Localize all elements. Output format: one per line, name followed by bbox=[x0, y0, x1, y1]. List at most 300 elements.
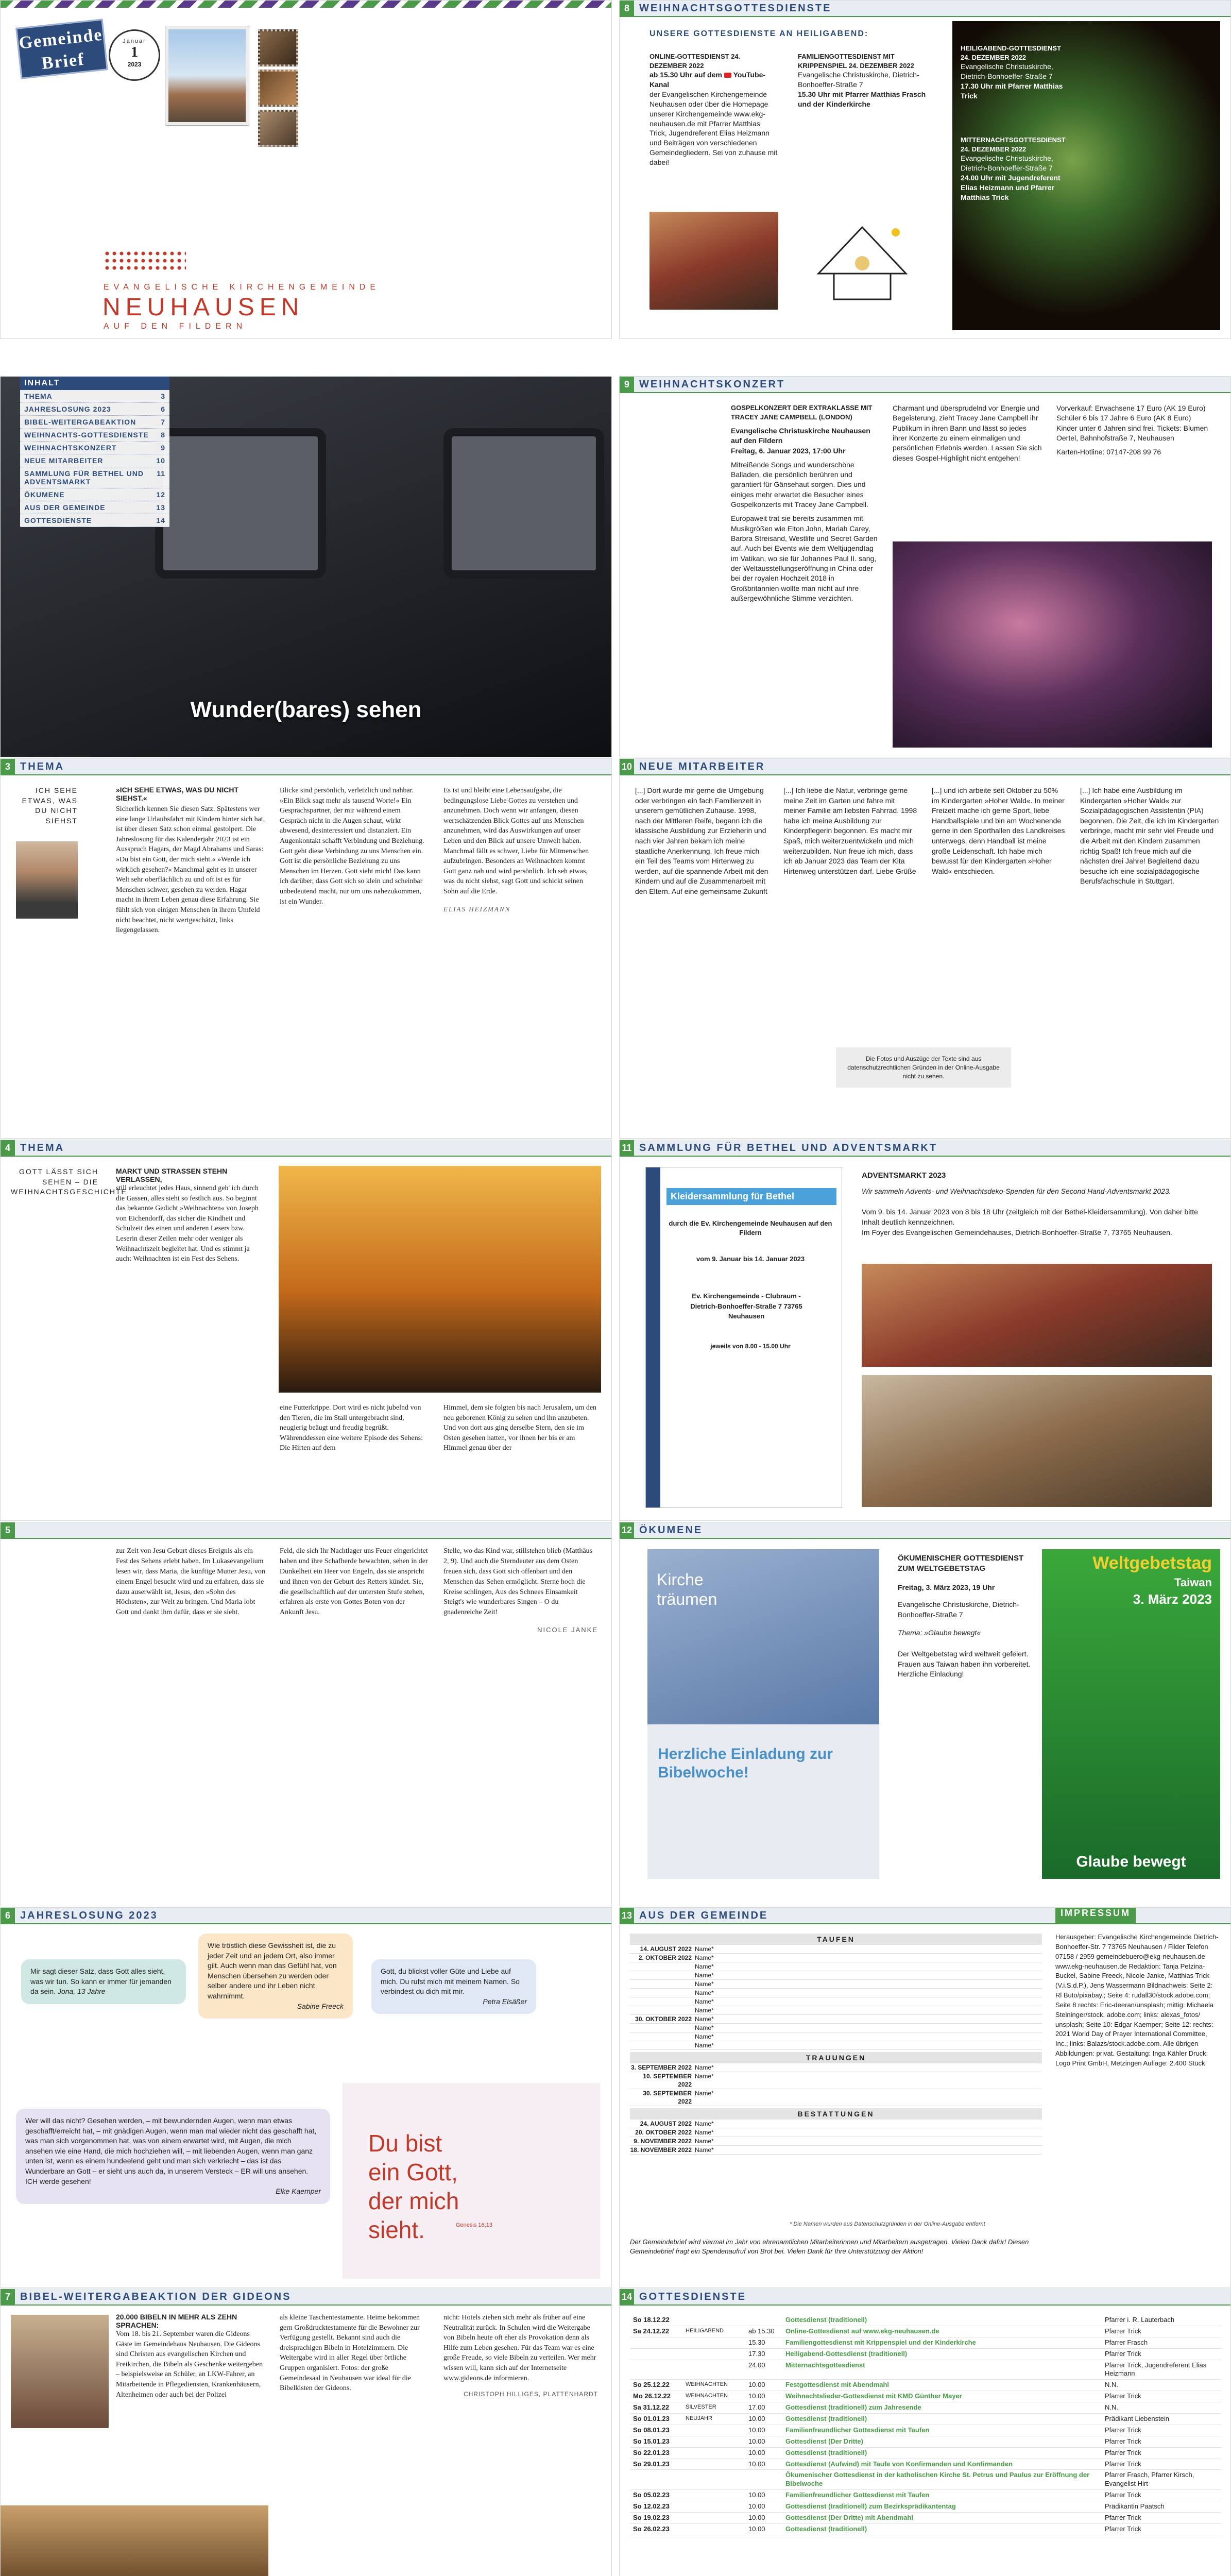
window-right bbox=[443, 428, 604, 579]
service-main-time: 17.30 Uhr mit Pfarrer Matthias Trick bbox=[961, 81, 1063, 100]
page-title: WEIHNACHTSGOTTESDIENSTE bbox=[639, 2, 832, 14]
service-date: So 22.01.23 bbox=[630, 2447, 682, 2459]
service-row bbox=[630, 2337, 1221, 2348]
service-person: Pfarrer Trick bbox=[1102, 2425, 1221, 2436]
quote-author-3: Petra Elsäßer bbox=[483, 1997, 527, 2006]
registry bbox=[630, 1931, 1042, 2155]
adv-text-1: Wir sammeln Advents- und Weihnachtsdeko-Spenden für den Second Hand-Adventsmarkt 2023. bbox=[862, 1187, 1171, 1195]
brand-word-2: Brief bbox=[41, 49, 86, 74]
service-time: 10.00 bbox=[745, 2391, 782, 2402]
service-person: Pfarrer Trick bbox=[1102, 2523, 1221, 2535]
page-5 bbox=[0, 1522, 612, 1906]
toc-panel bbox=[20, 377, 169, 527]
service-row bbox=[630, 2360, 1221, 2380]
flyer-dates: vom 9. Januar bis 14. Januar 2023 bbox=[696, 1255, 805, 1263]
service-time: 24.00 bbox=[745, 2360, 782, 2380]
registry-name: Name* bbox=[695, 2146, 714, 2154]
page-8 bbox=[619, 0, 1231, 339]
service-person: Pfarrer Trick bbox=[1102, 2391, 1221, 2402]
toc-item-page: 12 bbox=[156, 490, 165, 499]
service-person: Pfarrer Trick bbox=[1102, 2326, 1221, 2337]
registry-name: Name* bbox=[695, 1980, 714, 1988]
registry-date: 30. SEPTEMBER 2022 bbox=[643, 2090, 692, 2105]
service-date: Sa 31.12.22 bbox=[630, 2402, 682, 2414]
article-col-3 bbox=[443, 1546, 598, 1634]
stamp-1 bbox=[258, 29, 298, 66]
service-event: Online-Gottesdienst auf www.ekg-neuhausen.de bbox=[782, 2326, 1102, 2337]
toc-item[interactable] bbox=[20, 514, 169, 527]
service-person: Prädikantin Paatsch bbox=[1102, 2501, 1221, 2513]
toc-item[interactable] bbox=[20, 501, 169, 514]
registry-date bbox=[630, 1997, 695, 2006]
toc-list bbox=[20, 390, 169, 527]
staff-col-3: [...] und ich arbeite seit Oktober zu 50% im Kindergarten »Hoher Wald«. In meiner Freizeit mache ich gerne Sport, liebe Handballspiele und bin am Wochenende gerne in den Sporthallen des Landkreises unterwegs, denn Handball ist meine große Leidenschaft. Ich habe mich bewusst für den Kindergarten »Hoher Wald« entschieden. bbox=[932, 786, 1065, 875]
service-row bbox=[630, 2501, 1221, 2513]
article-text-2: Blicke sind persönlich, verletzlich und nahbar. »Ein Blick sagt mehr als tausend Worte!« Ein Gesprächspartner, der mir während einem Gespräch nicht in die Augen schaut, wirkt abwesend, desinteressiert und distanziert. Ein Augenkontakt schafft Verbindung und Beziehung. Gott geht diese Verbindung zu uns Menschen ein. Gott ist die persönliche Beziehung zu uns Menschen im Herzen. Gott sieht mich! Das kann ich darüber, dass Gott sich so klein und scheinbar unbedeutend macht, nur um uns nahezukommen, ist ein Wunder. bbox=[280, 787, 424, 906]
article-text-1: Sicherlich kennen Sie diesen Satz. Spätestens wer eine lange Urlaubsfahrt mit Kindern hinter sich hat, ist über diesen Satz schon einmal gestolpert. Die Jahreslosung für das Kalenderjahr 2023 ist ein Ausspruch Hagars, der Magd Abrahams und Saras: »Du bist ein Gott, der mich sieht.« »Werde ich wirklich gesehen?« Manchmal geht es in unserer Welt sehr oberflächlich zu und oft ist es für Menschen schwer, gesehen zu werden. Hagar macht in ihrem Leben genau diese Erfahrung. Sie fühlt sich von einigen Menschen in ihrem Umfeld nicht beachtet, nicht wertgeschätzt, links liegengelassen. bbox=[116, 805, 265, 935]
registry-name: Name* bbox=[695, 2064, 714, 2071]
flyer-sub: durch die Ev. Kirchengemeinde Neuhausen auf den Fildern bbox=[669, 1219, 832, 1237]
registry-name: Name* bbox=[695, 2120, 714, 2127]
registry-row bbox=[630, 1980, 1042, 1989]
service-date: So 15.01.23 bbox=[630, 2436, 682, 2447]
service-occasion: HEILIGABEND bbox=[682, 2326, 745, 2337]
registry-row bbox=[630, 2063, 1042, 2072]
page-title: NEUE MITARBEITER bbox=[639, 760, 765, 772]
intro: UNSERE GOTTESDIENSTE AN HEILIGABEND: bbox=[649, 29, 869, 38]
service-row bbox=[630, 2414, 1221, 2425]
registry-row bbox=[630, 2072, 1042, 2089]
registry-date: 2. OKTOBER 2022 bbox=[638, 1954, 692, 1961]
registry-date bbox=[630, 2032, 695, 2041]
service-event: Mitternachtsgottesdienst bbox=[782, 2360, 1102, 2380]
service-table bbox=[630, 2315, 1221, 2535]
service-person: Pfarrer i. R. Lauterbach bbox=[1102, 2315, 1221, 2326]
bibelwoche-poster bbox=[647, 1549, 879, 1879]
registry-row bbox=[630, 1954, 1042, 1962]
registry-date bbox=[630, 1962, 695, 1971]
wise-men-photo bbox=[279, 1166, 601, 1393]
registry-date: 9. NOVEMBER 2022 bbox=[634, 2138, 692, 2145]
service-occasion: SILVESTER bbox=[682, 2402, 745, 2414]
service-date: So 18.12.22 bbox=[630, 2315, 682, 2326]
toc-item-label: SAMMLUNG FÜR BETHEL UND ADVENTSMARKT bbox=[24, 469, 144, 486]
registry-date: 24. AUGUST 2022 bbox=[640, 2120, 692, 2127]
service-midnight-time: 24.00 Uhr mit Jugendreferent Elias Heizmann und Pfarrer Matthias Trick bbox=[961, 173, 1061, 201]
service-date: Sa 24.12.22 bbox=[630, 2326, 682, 2337]
registry-name: Name* bbox=[695, 2007, 714, 2014]
nativity-drawing bbox=[798, 212, 927, 310]
toc-item-page: 8 bbox=[161, 431, 165, 439]
impressum-title: IMPRESSUM bbox=[1055, 1908, 1136, 1923]
registry-date bbox=[630, 1971, 695, 1979]
okum-date: Freitag, 3. März 2023, 19 Uhr bbox=[898, 1583, 995, 1591]
service-midnight-text: Evangelische Christuskirche, Dietrich-Bonhoeffer-Straße 7 bbox=[961, 154, 1053, 172]
page-3 bbox=[0, 758, 612, 1139]
toc-item-page: 11 bbox=[157, 469, 165, 478]
registry-row bbox=[630, 1945, 1042, 1954]
service-time: 10.00 bbox=[745, 2425, 782, 2436]
service-person: Prädikant Liebenstein bbox=[1102, 2414, 1221, 2425]
toc-item-page: 9 bbox=[161, 444, 165, 452]
service-event: Familiengottesdienst mit Krippenspiel und der Kinderkirche bbox=[782, 2337, 1102, 2348]
service-row bbox=[630, 2436, 1221, 2447]
page-4 bbox=[0, 1140, 612, 1521]
service-event: Gottesdienst (traditionell) zum Jahresende bbox=[782, 2402, 1102, 2414]
page-title: GOTTESDIENSTE bbox=[639, 2291, 746, 2302]
page-number: 7 bbox=[1, 2289, 15, 2304]
page-number: 4 bbox=[1, 1140, 15, 1156]
flyer-time: jeweils von 8.00 - 15.00 Uhr bbox=[710, 1343, 791, 1350]
registry-date bbox=[630, 2041, 695, 2049]
article-text-3: nicht: Hotels ziehen sich mehr als früher auf eine Neutralität zurück. In Schulen wird die Weitergabe von Bibeln heute oft eher als Provokation denn als Hilfe zum Leben gesehen. Für das Team war es eine große Freude, so viele Bibeln zu verteilen. Wer mehr wissen will, kann sich auf der Internetseite www.gideons.de informieren. bbox=[443, 2314, 596, 2382]
service-row bbox=[630, 2513, 1221, 2524]
service-occasion bbox=[682, 2337, 745, 2348]
postmark-year: 2023 bbox=[127, 61, 142, 68]
quote-text-3: Gott, du blickst voller Güte und Liebe auf mich. Du rufst mich mit meinem Namen. So verbindest du dich mit mir. bbox=[381, 1967, 520, 1996]
article-lead: MARKT UND STRASSEN STEHN VERLASSEN, bbox=[116, 1167, 228, 1183]
service-family-head: FAMILIENGOTTESDIENST MIT KRIPPENSPIEL 24. DEZEMBER 2022 bbox=[798, 53, 914, 70]
service-online-time: ab 15.30 Uhr auf dem bbox=[649, 71, 722, 79]
registry-name: Name* bbox=[695, 2129, 714, 2136]
registry-name: Name* bbox=[695, 2024, 714, 2031]
registry-name: Name* bbox=[695, 1989, 714, 1996]
service-row bbox=[630, 2425, 1221, 2436]
toc-item[interactable] bbox=[20, 429, 169, 442]
page-title: ÖKUMENE bbox=[639, 1524, 703, 1536]
adv-heading: ADVENTSMARKT 2023 bbox=[862, 1171, 946, 1180]
service-event: Gottesdienst (traditionell) bbox=[782, 2447, 1102, 2459]
town-name: NEUHAUSEN bbox=[102, 294, 304, 321]
service-date: Mo 26.12.22 bbox=[630, 2391, 682, 2402]
service-date: So 26.02.23 bbox=[630, 2523, 682, 2535]
toc-title: INHALT bbox=[20, 377, 169, 390]
page-header bbox=[1, 759, 611, 775]
service-date: So 25.12.22 bbox=[630, 2380, 682, 2391]
side-heading: GOTT LÄSST SICH SEHEN – DIE WEIHNACHTSGESCHICHTE bbox=[11, 1167, 127, 1196]
poster-title: Kirche träumen bbox=[657, 1570, 717, 1609]
quote-text-2: Wie tröstlich diese Gewissheit ist, die zu jeder Zeit und an jedem Ort, also immer gilt. Auch wenn man das Gefühl hat, von Menschen übersehen zu werden oder selber andere und ihr Leben nicht wahrnimmt. bbox=[208, 1941, 337, 2000]
service-occasion bbox=[682, 2447, 745, 2459]
registry-name: Name* bbox=[695, 1963, 714, 1970]
service-occasion: NEUJAHR bbox=[682, 2414, 745, 2425]
service-time: 10.00 bbox=[745, 2501, 782, 2513]
staff-col-1: [...] Dort wurde mir gerne die Umgebung oder verbringen ein fach Familienzeit in unserem gemütlichen Zuhause. 1998, nach der Mittleren Reife, begann ich die klassische Ausbildung zur Erzieherin und nach vier Jahren bekam ich meine staatliche Anerkennung. Ich freue mich ein Teil des Teams vom Hirtenweg zu werden, auf die spannende Arbeit mit den Kindern und auf die Zusammenarbeit mit den Eltern. Auf eine gemeinsame Zukunft bbox=[635, 786, 768, 895]
service-person: Pfarrer Trick bbox=[1102, 2447, 1221, 2459]
bible-photo-2 bbox=[1, 2505, 268, 2576]
signature: CHRISTOPH HILLIGES, PLATTENHARDT bbox=[464, 2391, 598, 2398]
service-time bbox=[745, 2470, 782, 2490]
page-2 bbox=[0, 376, 612, 757]
quote-text-1: Mir sagt dieser Satz, dass Gott alles sieht, was wir tun. So kann er immer für jemanden da sein. bbox=[30, 1967, 172, 1996]
cover-title: Wunder(bares) sehen bbox=[190, 697, 422, 722]
flyer-address: Ev. Kirchengemeinde - Clubraum - Dietrich-Bonhoeffer-Straße 7 73765 Neuhausen bbox=[690, 1292, 802, 1320]
photo-online bbox=[649, 212, 778, 310]
registry-date: 3. SEPTEMBER 2022 bbox=[630, 2064, 692, 2071]
verse-line-2: ein Gott, bbox=[368, 2159, 458, 2185]
signature: NICOLE JANKE bbox=[537, 1626, 598, 1634]
service-event: Gottesdienst (traditionell) zum Bezirksprädikantentag bbox=[782, 2501, 1102, 2513]
okum-address: Evangelische Christuskirche, Dietrich-Bonhoeffer-Straße 7 bbox=[898, 1600, 1019, 1619]
service-main-text: Evangelische Christuskirche, Dietrich-Bonhoeffer-Straße 7 bbox=[961, 62, 1053, 80]
adv-photo-1 bbox=[862, 1264, 1212, 1367]
toc-item[interactable] bbox=[20, 467, 169, 488]
service-person: Pfarrer Trick bbox=[1102, 2436, 1221, 2447]
page-number: 3 bbox=[1, 759, 15, 774]
service-event: Ökumenischer Gottesdienst in der katholischen Kirche St. Petrus und Paulus zur Eröffnung der Bibelwoche bbox=[782, 2470, 1102, 2490]
service-time: 10.00 bbox=[745, 2513, 782, 2524]
service-occasion bbox=[682, 2360, 745, 2380]
toc-item-page: 14 bbox=[156, 516, 165, 524]
service-row bbox=[630, 2402, 1221, 2414]
registry-date: 14. AUGUST 2022 bbox=[640, 1945, 692, 1953]
postmark-number: 1 bbox=[131, 44, 138, 60]
top-stripe bbox=[1, 1, 611, 8]
registry-row bbox=[630, 2120, 1042, 2128]
service-occasion bbox=[682, 2315, 745, 2326]
page-11 bbox=[619, 1140, 1231, 1521]
page-12 bbox=[619, 1522, 1231, 1906]
service-row bbox=[630, 2490, 1221, 2501]
service-occasion bbox=[682, 2490, 745, 2501]
article-text-1: still erleuchtet jedes Haus, sinnend geh' ich durch die Gassen, alles sieht so festlich aus. So beginnt das bekannte Gedicht »Weihnachten« von Joseph von Eichendorff, das sicher die Kindheit und Schulzeit des einen und anderen Lesers bzw. Leserin dieser Zeilen mehr oder weniger als Weihnachtszeit begleitet hat. Und es stimmt ja auch: Weihnachten ist ein Fest des Sehens. bbox=[116, 1184, 259, 1263]
quote-bubble-3 bbox=[371, 1959, 536, 2014]
page-14 bbox=[619, 2289, 1231, 2576]
thanks-text: Der Gemeindebrief wird viermal im Jahr von ehrenamtlichen Mitarbeiterinnen und Mitarbeitern ausgetragen. Vielen Dank dafür! Diesen Gemeindebrief fragt ein Spendenaufruf von Brot bei. Vielen Dank für Ihre Unterstützung der Aktion! bbox=[630, 2238, 1029, 2256]
service-person: N.N. bbox=[1102, 2402, 1221, 2414]
service-person: Pfarrer Frasch, Pfarrer Kirsch, Evangelist Hirt bbox=[1102, 2470, 1221, 2490]
service-date: So 05.02.23 bbox=[630, 2490, 682, 2501]
page-title: AUS DER GEMEINDE bbox=[639, 1909, 768, 1921]
article-col-2: Feld, die sich Ihr Nachtlager uns Feuer eingerichtet haben und ihre Schafherde bewachten, sehen in der Dunkelheit ein Heer von Engeln, das sie anspricht und ihnen von der Geburt des Retters kündet. Sie, die gesellschaftlich auf der untersten Stufe stehen, erfahren als erste von Gottes Boten von der Ankunft Jesu. bbox=[280, 1547, 428, 1617]
registry-heading: BESTATTUNGEN bbox=[630, 2108, 1042, 2120]
toc-item[interactable] bbox=[20, 454, 169, 467]
page-number: 8 bbox=[620, 1, 634, 16]
singer-photo bbox=[893, 541, 1212, 748]
quote-author-1: Jona, 13 Jahre bbox=[57, 1987, 106, 1996]
verse-line-4: sieht. bbox=[368, 2216, 425, 2243]
toc-item-page: 13 bbox=[156, 503, 165, 512]
service-row bbox=[630, 2523, 1221, 2535]
service-row bbox=[630, 2470, 1221, 2490]
registry-name: Name* bbox=[695, 2138, 714, 2145]
service-occasion bbox=[682, 2436, 745, 2447]
registry-name: Name* bbox=[695, 1954, 714, 1961]
service-person: N.N. bbox=[1102, 2380, 1221, 2391]
staff-col-2: [...] Ich liebe die Natur, verbringe gerne meine Zeit im Garten und fahre mit meiner Familie am liebsten Fahrrad. 1998 habe ich meine Ausbildung zur Kinderpflegerin begonnen. Es macht mir Spaß, mich weiterzuentwickeln und mich weiterzubilden. Nun freue ich mich, dass ich ab Januar 2023 das Team der Kita Hirtenweg unterstützen darf. Liebe Grüße bbox=[783, 786, 917, 875]
service-time: 10.00 bbox=[745, 2414, 782, 2425]
okum-heading: ÖKUMENISCHER GOTTESDIENST ZUM WELTGEBETSTAG bbox=[898, 1554, 1024, 1573]
article-col-1 bbox=[116, 2313, 265, 2400]
toc-item[interactable] bbox=[20, 488, 169, 501]
service-row bbox=[630, 2380, 1221, 2391]
service-event: Gottesdienst (traditionell) bbox=[782, 2523, 1102, 2535]
article-lead: 20.000 BIBELN IN MEHR ALS ZEHN SPRACHEN: bbox=[116, 2313, 237, 2329]
brand-word-1: Gemeinde bbox=[18, 25, 104, 53]
page-number: 13 bbox=[620, 1908, 634, 1923]
service-person: Pfarrer Frasch bbox=[1102, 2337, 1221, 2348]
logo-dots bbox=[104, 250, 186, 270]
toc-item-label: THEMA bbox=[24, 392, 53, 400]
toc-item-label: NEUE MITARBEITER bbox=[24, 456, 104, 465]
service-occasion bbox=[682, 2470, 745, 2490]
article-lead: »ICH SEHE ETWAS, WAS DU NICHT SIEHST.« bbox=[116, 786, 239, 802]
toc-item[interactable] bbox=[20, 390, 169, 403]
service-time: 10.00 bbox=[745, 2459, 782, 2470]
service-midnight-head: MITTERNACHTSGOTTESDIENST 24. DEZEMBER 2022 bbox=[961, 136, 1066, 153]
wgt-footer: Glaube bewegt bbox=[1076, 1853, 1186, 1870]
service-event: Heiligabend-Gottesdienst (traditionell) bbox=[782, 2348, 1102, 2360]
article-col-3: Himmel, dem sie folgten bis nach Jerusalem, um den neu geborenen König zu sehen und ihn anzubeten. Und von dort aus ging derselbe Stern, den sie im Osten gesehen hatten, vor ihnen her bis er am Himmel genau über der bbox=[443, 1404, 597, 1452]
service-time: 17.30 bbox=[745, 2348, 782, 2360]
registry-date: 20. OKTOBER 2022 bbox=[635, 2129, 692, 2136]
toc-item-label: WEIHNACHTS-GOTTESDIENSTE bbox=[24, 431, 149, 439]
toc-item-label: WEIHNACHTSKONZERT bbox=[24, 444, 117, 452]
toc-item-page: 7 bbox=[161, 418, 165, 426]
article-col-1 bbox=[116, 1167, 265, 1264]
service-time: 10.00 bbox=[745, 2490, 782, 2501]
article-col-2: als kleine Taschentestamente. Heime bekommen gern Großdrucktestamente für die Bewohner zur Verfügung gestellt. Bekannt sind auch die dreisprachigen Bibeln in Hotelzimmern. Die Weitergabe wird in aller Regel über örtliche Gruppen organisiert. Fotos: der große Gemeindesaal in Neuhausen war ideal für die Bibelkisten der Gideons. bbox=[280, 2314, 420, 2393]
registry-name: Name* bbox=[695, 2015, 714, 2023]
service-online bbox=[649, 52, 778, 167]
service-family-text: Evangelische Christuskirche, Dietrich-Bonhoeffer-Straße 7 bbox=[798, 71, 919, 89]
registry-heading: TRAUUNGEN bbox=[630, 2052, 1042, 2063]
service-midnight bbox=[961, 135, 1064, 202]
service-event: Festgottesdienst mit Abendmahl bbox=[782, 2380, 1102, 2391]
page-header bbox=[620, 2289, 1230, 2306]
service-occasion bbox=[682, 2348, 745, 2360]
registry-heading: TAUFEN bbox=[630, 1934, 1042, 1945]
registry-row bbox=[630, 2006, 1042, 2015]
registry-name: Name* bbox=[695, 2073, 714, 2080]
concert-hotline: Karten-Hotline: 07147-208 99 76 bbox=[1056, 448, 1161, 456]
registry-row bbox=[630, 2015, 1042, 2024]
article-col-2 bbox=[280, 786, 429, 907]
toc-item-label: GOTTESDIENSTE bbox=[24, 516, 92, 524]
service-event: Gottesdienst (Der Dritte) bbox=[782, 2436, 1102, 2447]
service-event: Gottesdienst (traditionell) bbox=[782, 2414, 1102, 2425]
service-person: Pfarrer Trick, Jugendreferent Elias Heizmann bbox=[1102, 2360, 1221, 2380]
page-title: THEMA bbox=[20, 1142, 65, 1154]
service-time: 10.00 bbox=[745, 2523, 782, 2535]
toc-item-label: AUS DER GEMEINDE bbox=[24, 503, 106, 512]
service-time: 15.30 bbox=[745, 2337, 782, 2348]
registry-row bbox=[630, 2146, 1042, 2155]
service-family-time: 15.30 Uhr mit Pfarrer Matthias Frasch und der Kinderkirche bbox=[798, 90, 926, 108]
brand-badge bbox=[15, 19, 108, 79]
registry-row bbox=[630, 1971, 1042, 1980]
page-title: BIBEL-WEITERGABEAKTION DER GIDEONS bbox=[20, 2291, 292, 2302]
toc-item-label: ÖKUMENE bbox=[24, 490, 65, 499]
registry-row bbox=[630, 2032, 1042, 2041]
service-row bbox=[630, 2391, 1221, 2402]
privacy-note: Die Fotos und Auszüge der Texte sind aus datenschutzrechtlichen Gründen in der Online-Ausgabe nicht zu sehen. bbox=[836, 1047, 1011, 1088]
service-event: Gottesdienst (Aufwind) mit Taufe von Konfirmanden und Konfirmanden bbox=[782, 2459, 1102, 2470]
registry-row bbox=[630, 2041, 1042, 2050]
okum-text: Der Weltgebetstag wird weltweit gefeiert. Frauen aus Taiwan haben ihn vorbereitet. Herzliche Einladung! bbox=[898, 1650, 1031, 1679]
verse-card bbox=[343, 2083, 600, 2279]
page-title: THEMA bbox=[20, 760, 65, 772]
postmark-month: Januar bbox=[123, 38, 146, 44]
page-header bbox=[1, 1522, 611, 1539]
toc-item[interactable] bbox=[20, 442, 169, 454]
page-title: SAMMLUNG FÜR BETHEL UND ADVENTSMARKT bbox=[639, 1142, 938, 1154]
toc-item-label: BIBEL-WEITERGABEAKTION bbox=[24, 418, 136, 426]
concert-col-1 bbox=[731, 403, 880, 603]
staff-col-4: [...] Ich habe eine Ausbildung im Kindergarten »Hoher Wald« zur Sozialpädagogischen Assistentin (PIA) begonnen. Die Zeit, die ich im Kindergarten verbringe, macht mir sehr viel Freude und die Arbeit mit den Kindern zusammen richtig Spaß! Ich freue mich auf die nächsten drei Jahre! Begleitend dazu besuche ich eine sozialpädagogische Berufsfachschule in Stuttgart. bbox=[1080, 786, 1219, 886]
okum-theme: Thema: »Glaube bewegt« bbox=[898, 1629, 981, 1637]
registry-row bbox=[630, 2024, 1042, 2032]
registry-date: 10. SEPTEMBER 2022 bbox=[643, 2073, 692, 2088]
toc-item-label: JAHRESLOSUNG 2023 bbox=[24, 405, 111, 413]
page-title: WEIHNACHTSKONZERT bbox=[639, 378, 785, 390]
service-person: Pfarrer Trick bbox=[1102, 2459, 1221, 2470]
signature: ELIAS HEIZMANN bbox=[443, 905, 511, 913]
registry-name: Name* bbox=[695, 2033, 714, 2040]
page-13 bbox=[619, 1907, 1231, 2287]
registry-row bbox=[630, 1989, 1042, 1997]
concert-h2: Evangelische Christuskirche Neuhausen auf den Fildern bbox=[731, 426, 870, 445]
article-col-1: zur Zeit von Jesu Geburt dieses Ereignis als ein Fest des Sehens erlebt haben. Im Lukasevangelium lesen wir, dass Maria, die künftige Mutter Jesu, von einem Engel besucht wird und zu erfahren, dass sie dazu auserwählt ist, Jesus, den »Sohn des Höchsten«, zur Welt zu bringen. Und Maria lobt Gott und dankt ihm dafür, dass er sie sieht. bbox=[116, 1547, 265, 1617]
registry-name: Name* bbox=[695, 1945, 714, 1953]
service-row bbox=[630, 2326, 1221, 2337]
service-occasion bbox=[682, 2513, 745, 2524]
service-time: 17.00 bbox=[745, 2402, 782, 2414]
service-date bbox=[630, 2360, 682, 2380]
service-row bbox=[630, 2348, 1221, 2360]
service-family bbox=[798, 52, 927, 109]
toc-item[interactable] bbox=[20, 416, 169, 429]
service-occasion: WEIHNACHTEN bbox=[682, 2391, 745, 2402]
concert-tickets: Vorverkauf: Erwachsene 17 Euro (AK 19 Euro) Schüler 6 bis 17 Jahre 6 Euro (AK 8 Euro) Kinder unter 6 Jahren sind frei. Tickets: Blumen Oertel, Bahnhofstraße 7, Neuhausen bbox=[1056, 404, 1208, 442]
page-header bbox=[620, 1522, 1230, 1539]
wgt-country: Taiwan bbox=[1174, 1576, 1212, 1589]
verse-line-1: Du bist bbox=[368, 2130, 442, 2157]
page-9 bbox=[619, 376, 1231, 757]
bible-photo-1 bbox=[11, 2315, 109, 2428]
page-number: 11 bbox=[620, 1140, 634, 1156]
registry-row bbox=[630, 1962, 1042, 1971]
page-header bbox=[1, 1140, 611, 1157]
toc-item-page: 10 bbox=[156, 456, 165, 465]
service-online-channel: YouTube-Kanal bbox=[649, 71, 766, 89]
page-header bbox=[1, 1908, 611, 1924]
town-sub: AUF DEN FILDERN bbox=[104, 322, 247, 331]
service-main bbox=[961, 44, 1064, 101]
stamp-3 bbox=[258, 110, 298, 147]
page-number: 10 bbox=[620, 759, 634, 774]
article-text-1: Vom 18. bis 21. September waren die Gideons Gäste im Gemeindehaus Neuhausen. Die Gideons sind Christen aus evangelischen Kirchen und Freikirchen, die Bibeln als Geschenke weitergeben – beispielsweise an Schüler, an LKW-Fahrer, an Mitarbeitende in Pflegediensten, Krankenhäusern, Altenheimen oder auch bei der Polizei bbox=[116, 2330, 263, 2399]
service-time: 10.00 bbox=[745, 2436, 782, 2447]
page-number: 14 bbox=[620, 2289, 634, 2304]
toc-item-page: 6 bbox=[161, 405, 165, 413]
registry-row bbox=[630, 2089, 1042, 2106]
toc-item[interactable] bbox=[20, 403, 169, 416]
registry-row bbox=[630, 2128, 1042, 2137]
service-date: So 29.01.23 bbox=[630, 2459, 682, 2470]
page-number: 12 bbox=[620, 1522, 634, 1538]
registry-date bbox=[630, 1989, 695, 1997]
service-main-head: HEILIGABEND-GOTTESDIENST 24. DEZEMBER 2022 bbox=[961, 44, 1062, 61]
quote-author-2: Sabine Freeck bbox=[297, 2002, 344, 2010]
nativity-icon bbox=[798, 212, 927, 310]
xmas-panel bbox=[952, 21, 1220, 330]
service-date: So 19.02.23 bbox=[630, 2513, 682, 2524]
page-number: 9 bbox=[620, 377, 634, 392]
page-number: 6 bbox=[1, 1908, 15, 1923]
service-date: So 08.01.23 bbox=[630, 2425, 682, 2436]
toc-item-page: 3 bbox=[161, 392, 165, 400]
